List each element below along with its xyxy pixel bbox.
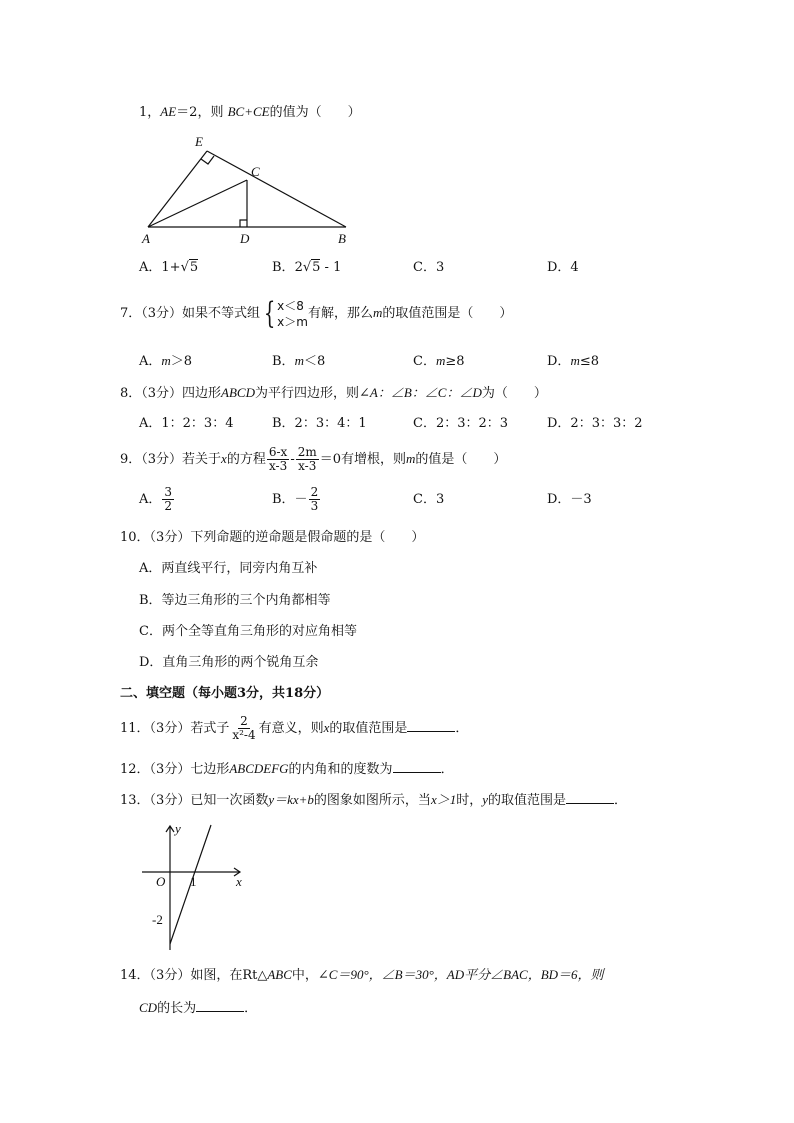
q8-option-b: B．2：3：4：1 [272,416,367,431]
q12-prefix: 12．（3分）七边形 [120,762,230,777]
q13-linear-graph [140,820,260,952]
q7-prefix: 7．（3分）如果不等式组 [120,306,261,321]
q11-stem [120,710,468,746]
label-d: D [240,231,250,246]
q14-line-2 [139,999,257,1017]
q6-suffix: 的值为（ ） [269,105,361,120]
q9-stem [120,442,506,476]
q11-mid: 有意义，则 [258,721,324,736]
q6-option-a: A．1+√5 [139,260,199,275]
q7-option-c-rel: ≥8 [445,354,465,369]
q9-option-c: C．3 [413,492,445,507]
q7-ineq-1: x＜8 [277,298,304,313]
q14-cond: C＝90°，∠B＝30°，AD平分∠BAC，BD＝6，则 [328,967,604,982]
q9-fraction-1 [267,446,289,473]
q7-option-a-rel: ＞8 [170,354,193,369]
label-b: B [338,231,346,246]
q14-suffix: 的长为 [157,1001,197,1016]
q9-option-a [139,483,175,517]
q7-option-d-label: D． [547,354,571,369]
q9-option-b-label: B．－ [272,492,308,507]
q9-x: x [221,451,227,466]
q7-option-b-var: m [294,353,304,368]
q7-mid: 有解，那么 [307,306,373,321]
q6-option-a-pre: 1+ [161,260,181,275]
q8-option-a: A．1：2：3：4 [139,416,234,431]
q7-option-a [139,353,192,370]
q9-f1-num: 6-x [268,445,288,459]
q9-f2-den: x-3 [298,459,317,473]
q7-m: m [372,305,383,320]
q13-answer-blank[interactable] [566,791,614,804]
q7-option-d [547,353,599,370]
q9-option-a-label: A． [139,492,162,507]
q14-end: ． [244,1001,258,1016]
q9-option-d: D．－3 [547,492,592,507]
q6-option-a-label: A． [139,260,162,275]
q8-prefix: 8．（3分）四边形 [120,386,222,401]
q6-ae-eq: ＝2，则 [176,105,224,120]
q11-den: x²-4 [232,728,256,742]
q12-suffix: 的内角和的度数为 [288,762,393,777]
q9-option-a-den: 2 [164,499,173,513]
q13-func: y＝kx+b [268,792,314,807]
q13-suffix: 的取值范围是 [488,793,567,808]
q8-suffix: 为（ ） [481,386,547,401]
q13-mid: 的图象如图所示，当 [313,793,431,808]
q13-prefix: 13．（3分）已知一次函数 [120,793,269,808]
q10-option-c: C．两个全等直角三角形的对应角相等 [139,624,357,639]
q6-ae: AE [160,104,177,119]
q11-num: 2 [240,714,248,728]
q10-option-a: A．两直线平行，同旁内角互补 [139,561,318,576]
label-a: A [142,231,150,246]
q7-option-b-rel: ＜8 [303,354,326,369]
q7-stem [120,293,512,333]
q11-prefix: 11．（3分）若式子 [120,721,230,736]
q8-abcd: ABCD [221,385,255,400]
q9-suffix: 的值是（ ） [415,452,507,467]
q11-answer-blank[interactable] [407,719,455,732]
q7-option-a-var: m [161,353,171,368]
q12-name: ABCDEFG [229,761,289,776]
q9-option-a-frac [162,486,174,513]
q8-stem [120,385,547,402]
q9-mid: 的方程 [226,452,266,467]
q9-eq: ＝0有增根，则 [319,452,407,467]
q8-mid: 为平行四边形，则∠ [255,386,370,401]
q6-option-d: D．4 [547,260,579,275]
q6-option-b-label: B． [272,260,295,275]
q11-fraction [230,715,257,742]
graph-label-origin: O [156,874,166,889]
q13-stem [120,791,627,809]
q6-prefix: 1， [139,105,161,120]
q7-option-d-var: m [570,353,580,368]
q7-suffix: 的取值范围是（ ） [382,306,513,321]
q13-end: ． [614,793,628,808]
q7-option-c-var: m [435,353,446,368]
q13-cond: x＞1 [430,792,457,807]
q12-answer-blank[interactable] [393,760,441,773]
q6-option-a-rad: 5 [189,260,199,275]
q6-bc-ce: BC+CE [227,104,270,119]
q9-option-b-num: 2 [310,485,319,499]
q8-ratio: A：∠B：∠C：∠D [369,385,482,400]
q9-option-b [272,483,321,517]
q14-answer-blank[interactable] [196,999,244,1012]
q9-option-b-den: 3 [310,499,319,513]
q11-x: x [323,720,330,735]
q11-end: ． [455,721,469,736]
q7-option-d-rel: ≤8 [579,354,599,369]
q14-line-1 [120,967,604,984]
brace-icon: { [263,295,276,331]
q13-y: y [482,792,489,807]
graph-label-neg2: -2 [152,912,163,927]
q7-inequality-system [260,295,308,331]
q9-m: m [406,451,416,466]
q12-end: ． [440,762,454,777]
q9-minus: - [290,452,295,467]
q12-stem [120,760,454,778]
q7-option-c [413,353,465,370]
q6-stem [139,104,361,121]
q6-option-c: C．3 [413,260,445,275]
q10-option-d: D．直角三角形的两个锐角互余 [139,655,319,670]
q14-prefix: 14．（3分）如图，在Rt△ [120,968,268,983]
q7-option-c-label: C． [413,354,436,369]
q14-abc: ABC [267,967,292,982]
q13-mid2: 时， [456,793,483,808]
q14-mid: 中，∠ [291,968,329,983]
label-c: C [251,164,260,179]
graph-label-one: 1 [190,874,197,889]
section-2-title: 二、填空题（每小题3分，共18分） [120,686,330,701]
q6-option-b-post: - 1 [320,260,342,275]
graph-label-y: y [175,821,181,836]
q7-ineq-2: x＞m [277,314,308,329]
graph-label-x: x [236,874,242,889]
q6-triangle-figure [140,130,360,248]
q9-prefix: 9．（3分）若关于 [120,452,222,467]
q10-option-b: B．等边三角形的三个内角都相等 [139,593,331,608]
q7-option-b [272,353,325,370]
q8-option-d: D．2：3：3：2 [547,416,643,431]
q9-fraction-2 [296,446,319,473]
q9-option-a-num: 3 [164,485,173,499]
q6-option-b-pre: 2 [294,260,303,275]
q14-cd: CD [139,1000,158,1015]
q10-stem: 10．（3分）下列命题的逆命题是假命题的是（ ） [120,530,425,545]
label-e: E [195,134,203,149]
q6-option-b-rad: 5 [312,260,321,275]
q6-option-b: B．2√5 - 1 [272,260,342,275]
q8-option-c: C．2：3：2：3 [413,416,509,431]
q7-option-b-label: B． [272,354,295,369]
q9-f2-num: 2m [297,445,317,459]
q9-option-b-frac [309,486,321,513]
q9-f1-den: x-3 [268,459,288,473]
q7-option-a-label: A． [139,354,162,369]
q11-suffix: 的取值范围是 [329,721,408,736]
